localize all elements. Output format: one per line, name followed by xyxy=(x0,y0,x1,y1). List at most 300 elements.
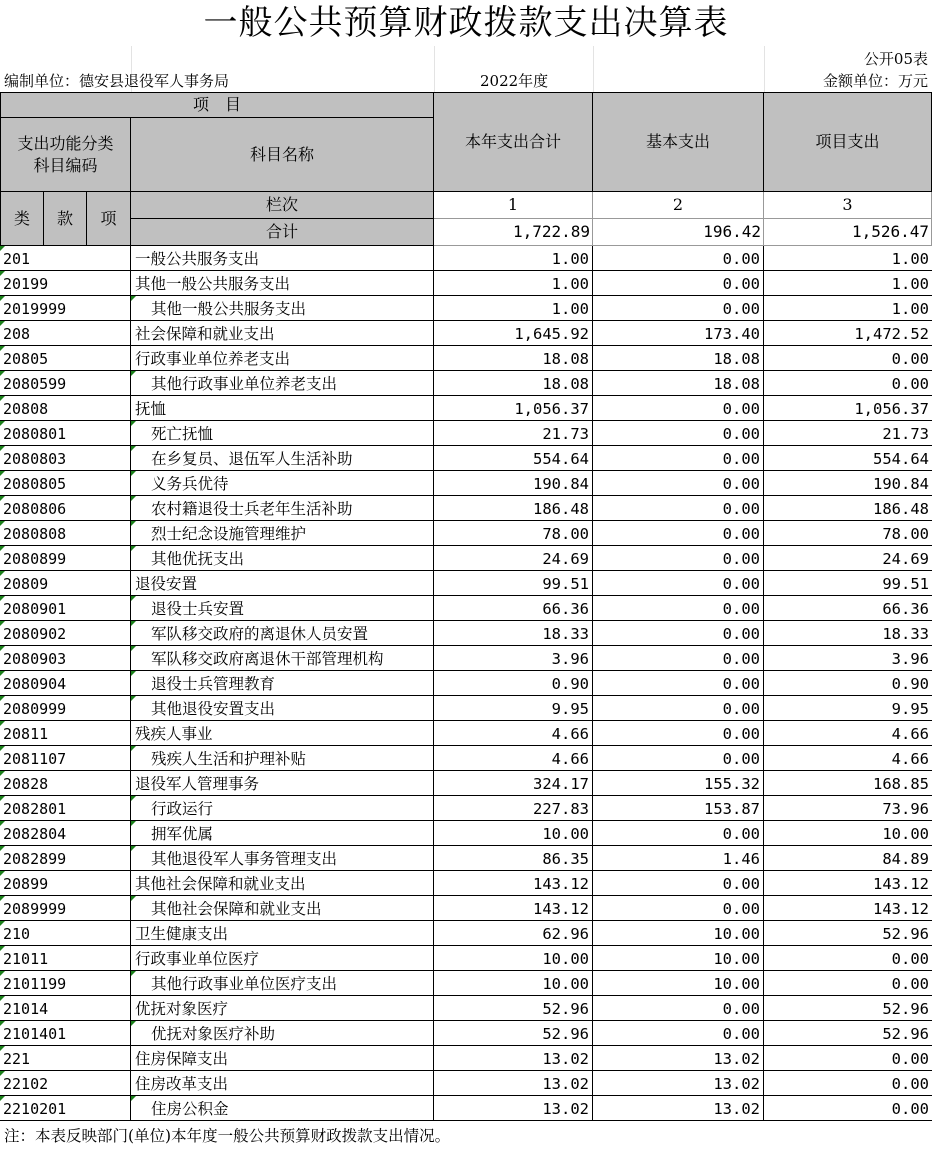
table-row xyxy=(0,546,932,571)
row-basic xyxy=(593,246,764,270)
row-basic-text: 0.00 xyxy=(722,300,760,318)
row-code xyxy=(0,1021,131,1045)
form-code: 公开05表 xyxy=(863,50,928,68)
row-code xyxy=(0,1046,131,1070)
row-code-text: 201 xyxy=(3,250,31,268)
cell-marker-icon xyxy=(0,846,5,851)
row-total-text: 62.96 xyxy=(542,925,589,943)
row-name xyxy=(131,771,434,795)
row-basic-text: 13.02 xyxy=(713,1075,760,1093)
row-total-text: 13.02 xyxy=(542,1075,589,1093)
row-project xyxy=(764,1071,932,1095)
row-name xyxy=(131,746,434,770)
row-project xyxy=(764,671,932,695)
cell-marker-icon xyxy=(131,621,136,626)
row-total-text: 143.12 xyxy=(533,900,589,918)
row-name xyxy=(131,271,434,295)
table-row xyxy=(0,846,932,871)
row-basic xyxy=(593,1021,764,1045)
row-total xyxy=(434,746,593,770)
cell-marker-icon xyxy=(131,596,136,601)
row-name-text: 农村籍退役士兵老年生活补助 xyxy=(151,500,353,518)
row-name xyxy=(131,846,434,870)
row-total xyxy=(434,996,593,1020)
row-total xyxy=(434,971,593,995)
row-code-text: 2082801 xyxy=(3,800,67,818)
row-total xyxy=(434,496,593,520)
row-basic xyxy=(593,396,764,420)
row-project xyxy=(764,421,932,445)
row-name-text: 退役士兵管理教育 xyxy=(151,675,276,693)
cell-marker-icon xyxy=(0,896,5,901)
cell-marker-icon xyxy=(0,1096,5,1101)
total-sum: 1,722.89 xyxy=(434,219,593,246)
row-total-text: 78.00 xyxy=(542,525,589,543)
header-func-code: 支出功能分类 科目编码 xyxy=(0,118,131,192)
row-total-text: 3.96 xyxy=(551,650,589,668)
row-total xyxy=(434,646,593,670)
row-name-text: 残疾人生活和护理补贴 xyxy=(151,750,307,768)
row-project-text: 1.00 xyxy=(891,300,929,318)
row-project xyxy=(764,946,932,970)
row-project-text: 143.12 xyxy=(873,875,929,893)
cell-marker-icon xyxy=(0,821,5,826)
row-total-text: 10.00 xyxy=(542,825,589,843)
row-project-text: 4.66 xyxy=(891,725,929,743)
row-name xyxy=(131,421,434,445)
table-row xyxy=(0,696,932,721)
row-code-text: 2210201 xyxy=(3,1100,67,1118)
cell-marker-icon xyxy=(131,1021,136,1026)
cell-marker-icon xyxy=(0,246,5,251)
row-project-text: 168.85 xyxy=(873,775,929,793)
row-code xyxy=(0,996,131,1020)
cell-marker-icon xyxy=(131,371,136,376)
row-project-text: 0.00 xyxy=(891,375,929,393)
row-basic-text: 0.00 xyxy=(722,550,760,568)
row-name xyxy=(131,871,434,895)
table-row xyxy=(0,746,932,771)
row-name-text: 死亡抚恤 xyxy=(151,425,214,443)
row-project xyxy=(764,696,932,720)
row-total xyxy=(434,396,593,420)
table-header xyxy=(0,92,932,246)
row-project-text: 190.84 xyxy=(873,475,929,493)
row-name xyxy=(131,471,434,495)
row-code-text: 2101401 xyxy=(3,1025,67,1043)
row-code xyxy=(0,271,131,295)
row-basic-text: 13.02 xyxy=(713,1100,760,1118)
row-total-text: 52.96 xyxy=(542,1000,589,1018)
row-code xyxy=(0,471,131,495)
row-project xyxy=(764,546,932,570)
cell-marker-icon xyxy=(0,471,5,476)
row-basic xyxy=(593,621,764,645)
row-name xyxy=(131,646,434,670)
row-project-text: 4.66 xyxy=(891,750,929,768)
row-code xyxy=(0,396,131,420)
row-name xyxy=(131,696,434,720)
row-total xyxy=(434,821,593,845)
row-code-text: 21011 xyxy=(3,950,49,968)
table-row xyxy=(0,446,932,471)
row-project xyxy=(764,1096,932,1120)
row-code xyxy=(0,371,131,395)
row-name xyxy=(131,921,434,945)
row-project xyxy=(764,446,932,470)
row-basic xyxy=(593,646,764,670)
table-row xyxy=(0,571,932,596)
row-basic xyxy=(593,846,764,870)
row-basic-text: 1.46 xyxy=(722,850,760,868)
row-total xyxy=(434,921,593,945)
cell-marker-icon xyxy=(131,546,136,551)
row-name-text: 行政事业单位养老支出 xyxy=(135,350,291,368)
table-row xyxy=(0,996,932,1021)
row-total-text: 554.64 xyxy=(533,450,589,468)
cell-marker-icon xyxy=(0,446,5,451)
table-row xyxy=(0,921,932,946)
table-row xyxy=(0,596,932,621)
cell-marker-icon xyxy=(131,971,136,976)
row-code-text: 20809 xyxy=(3,575,49,593)
row-name xyxy=(131,621,434,645)
row-project-text: 99.51 xyxy=(882,575,929,593)
header-heji: 合计 xyxy=(131,219,434,246)
row-basic-text: 0.00 xyxy=(722,275,760,293)
row-code-text: 2080599 xyxy=(3,375,67,393)
row-code-text: 2080901 xyxy=(3,600,67,618)
cell-marker-icon xyxy=(0,671,5,676)
row-code xyxy=(0,321,131,345)
row-project-text: 0.00 xyxy=(891,350,929,368)
row-name xyxy=(131,321,434,345)
row-basic-text: 0.00 xyxy=(722,725,760,743)
row-total-text: 13.02 xyxy=(542,1100,589,1118)
row-name xyxy=(131,596,434,620)
cell-marker-icon xyxy=(0,546,5,551)
row-code-text: 2080806 xyxy=(3,500,67,518)
row-project xyxy=(764,321,932,345)
row-basic-text: 173.40 xyxy=(704,325,760,343)
row-project xyxy=(764,496,932,520)
row-project xyxy=(764,396,932,420)
row-code xyxy=(0,546,131,570)
row-basic-text: 10.00 xyxy=(713,950,760,968)
row-total-text: 24.69 xyxy=(542,550,589,568)
cell-marker-icon xyxy=(0,346,5,351)
row-name-text: 其他一般公共服务支出 xyxy=(135,275,291,293)
row-code xyxy=(0,646,131,670)
cell-marker-icon xyxy=(0,971,5,976)
row-code xyxy=(0,796,131,820)
row-project xyxy=(764,246,932,270)
row-basic xyxy=(593,371,764,395)
row-basic-text: 0.00 xyxy=(722,575,760,593)
row-total xyxy=(434,896,593,920)
row-project-text: 0.00 xyxy=(891,950,929,968)
cell-marker-icon xyxy=(0,721,5,726)
row-code-text: 2081107 xyxy=(3,750,67,768)
cell-marker-icon xyxy=(0,946,5,951)
row-basic-text: 0.00 xyxy=(722,525,760,543)
row-basic-text: 0.00 xyxy=(722,700,760,718)
row-code xyxy=(0,921,131,945)
col-index-2: 2 xyxy=(593,192,764,219)
row-name-text: 其他退役安置支出 xyxy=(151,700,276,718)
row-code xyxy=(0,871,131,895)
row-project-text: 52.96 xyxy=(882,925,929,943)
row-name-text: 拥军优属 xyxy=(151,825,214,843)
row-name-text: 住房改革支出 xyxy=(135,1075,229,1093)
row-total xyxy=(434,371,593,395)
cell-marker-icon xyxy=(131,496,136,501)
row-total xyxy=(434,321,593,345)
row-basic xyxy=(593,546,764,570)
row-code-text: 2080803 xyxy=(3,450,67,468)
table-row xyxy=(0,1071,932,1096)
table-row xyxy=(0,771,932,796)
header-kuan: 款 xyxy=(44,192,87,246)
row-basic xyxy=(593,1046,764,1070)
table-body xyxy=(0,246,932,1121)
row-basic xyxy=(593,921,764,945)
row-basic-text: 0.00 xyxy=(722,250,760,268)
row-name-text: 行政事业单位医疗 xyxy=(135,950,260,968)
cell-marker-icon xyxy=(0,696,5,701)
row-project xyxy=(764,971,932,995)
row-project-text: 1.00 xyxy=(891,275,929,293)
fiscal-year: 2022年度 xyxy=(480,72,549,90)
cell-marker-icon xyxy=(131,521,136,526)
row-total xyxy=(434,246,593,270)
row-code-text: 2080899 xyxy=(3,550,67,568)
row-name-text: 其他社会保障和就业支出 xyxy=(135,875,306,893)
row-basic xyxy=(593,821,764,845)
table-row xyxy=(0,371,932,396)
row-basic-text: 153.87 xyxy=(704,800,760,818)
row-code-text: 21014 xyxy=(3,1000,49,1018)
row-total xyxy=(434,946,593,970)
row-total-text: 4.66 xyxy=(551,725,589,743)
row-project-text: 78.00 xyxy=(882,525,929,543)
row-total xyxy=(434,421,593,445)
cell-marker-icon xyxy=(0,646,5,651)
row-basic xyxy=(593,871,764,895)
row-total xyxy=(434,1096,593,1120)
row-project-text: 1,056.37 xyxy=(854,400,929,418)
cell-marker-icon xyxy=(0,1046,5,1051)
page-title: 一般公共预算财政拨款支出决算表 xyxy=(203,3,729,43)
row-name xyxy=(131,1021,434,1045)
row-total-text: 190.84 xyxy=(533,475,589,493)
row-name xyxy=(131,996,434,1020)
row-name-text: 烈士纪念设施管理维护 xyxy=(151,525,307,543)
row-total-text: 227.83 xyxy=(533,800,589,818)
row-total-text: 0.90 xyxy=(551,675,589,693)
row-name xyxy=(131,896,434,920)
row-code-text: 2080808 xyxy=(3,525,67,543)
row-name xyxy=(131,296,434,320)
row-project-text: 1.00 xyxy=(891,250,929,268)
row-code xyxy=(0,1096,131,1120)
row-basic-text: 0.00 xyxy=(722,500,760,518)
cell-marker-icon xyxy=(0,521,5,526)
row-project xyxy=(764,521,932,545)
row-project-text: 1,472.52 xyxy=(854,325,929,343)
cell-marker-icon xyxy=(0,496,5,501)
row-project-text: 73.96 xyxy=(882,800,929,818)
row-basic xyxy=(593,496,764,520)
row-project xyxy=(764,846,932,870)
cell-marker-icon xyxy=(0,421,5,426)
row-code xyxy=(0,671,131,695)
row-total xyxy=(434,1021,593,1045)
table-row xyxy=(0,246,932,271)
header-total: 本年支出合计 xyxy=(434,92,593,192)
row-code-text: 208 xyxy=(3,325,31,343)
cell-marker-icon xyxy=(131,421,136,426)
row-name xyxy=(131,1096,434,1120)
project-sum: 1,526.47 xyxy=(764,219,932,246)
cell-marker-icon xyxy=(0,296,5,301)
row-code xyxy=(0,846,131,870)
row-code xyxy=(0,896,131,920)
cell-marker-icon xyxy=(0,396,5,401)
row-code-text: 20808 xyxy=(3,400,49,418)
row-name-text: 一般公共服务支出 xyxy=(135,250,260,268)
table-row xyxy=(0,1021,932,1046)
row-name-text: 残疾人事业 xyxy=(135,725,213,743)
row-code xyxy=(0,1071,131,1095)
row-total-text: 10.00 xyxy=(542,975,589,993)
row-name-text: 其他优抚支出 xyxy=(151,550,245,568)
cell-marker-icon xyxy=(0,771,5,776)
table-row xyxy=(0,721,932,746)
row-total xyxy=(434,696,593,720)
table-row xyxy=(0,421,932,446)
row-code-text: 2080903 xyxy=(3,650,67,668)
header-project-expense: 项目支出 xyxy=(764,92,932,192)
row-basic-text: 0.00 xyxy=(722,1025,760,1043)
row-total xyxy=(434,846,593,870)
row-code xyxy=(0,621,131,645)
row-total-text: 9.95 xyxy=(551,700,589,718)
row-total xyxy=(434,721,593,745)
row-project-text: 9.95 xyxy=(891,700,929,718)
table-row xyxy=(0,346,932,371)
cell-marker-icon xyxy=(131,796,136,801)
row-project xyxy=(764,471,932,495)
row-basic xyxy=(593,896,764,920)
row-total xyxy=(434,271,593,295)
row-name-text: 优抚对象医疗 xyxy=(135,1000,229,1018)
row-code-text: 2080999 xyxy=(3,700,67,718)
row-code-text: 2080801 xyxy=(3,425,67,443)
cell-marker-icon xyxy=(0,996,5,1001)
table-row xyxy=(0,871,932,896)
row-code xyxy=(0,971,131,995)
row-basic-text: 155.32 xyxy=(704,775,760,793)
row-total xyxy=(434,471,593,495)
table-row xyxy=(0,671,932,696)
table-row xyxy=(0,646,932,671)
row-basic xyxy=(593,321,764,345)
row-project-text: 0.00 xyxy=(891,975,929,993)
row-project-text: 10.00 xyxy=(882,825,929,843)
cell-marker-icon xyxy=(0,746,5,751)
row-name xyxy=(131,396,434,420)
row-total-text: 18.33 xyxy=(542,625,589,643)
row-project xyxy=(764,746,932,770)
row-project xyxy=(764,871,932,895)
row-code-text: 2082804 xyxy=(3,825,67,843)
cell-marker-icon xyxy=(0,321,5,326)
row-code xyxy=(0,571,131,595)
row-project xyxy=(764,296,932,320)
footnote: 注：本表反映部门(单位)本年度一般公共预算财政拨款支出情况。 xyxy=(4,1127,451,1145)
row-project-text: 0.00 xyxy=(891,1075,929,1093)
row-basic-text: 0.00 xyxy=(722,825,760,843)
row-project xyxy=(764,1021,932,1045)
row-total xyxy=(434,621,593,645)
row-total-text: 18.08 xyxy=(542,350,589,368)
row-basic xyxy=(593,571,764,595)
row-code-text: 221 xyxy=(3,1050,31,1068)
row-name xyxy=(131,446,434,470)
row-project xyxy=(764,621,932,645)
row-basic xyxy=(593,946,764,970)
row-basic-text: 0.00 xyxy=(722,600,760,618)
row-total xyxy=(434,771,593,795)
row-name-text: 住房公积金 xyxy=(151,1100,229,1118)
row-name-text: 在乡复员、退伍军人生活补助 xyxy=(151,450,353,468)
row-code-text: 2080805 xyxy=(3,475,67,493)
row-basic-text: 0.00 xyxy=(722,400,760,418)
row-total-text: 66.36 xyxy=(542,600,589,618)
row-basic xyxy=(593,796,764,820)
row-basic xyxy=(593,721,764,745)
cell-marker-icon xyxy=(131,896,136,901)
row-code xyxy=(0,246,131,270)
row-project-text: 0.90 xyxy=(891,675,929,693)
table-row xyxy=(0,296,932,321)
row-project xyxy=(764,996,932,1020)
row-name xyxy=(131,571,434,595)
row-basic xyxy=(593,471,764,495)
row-project xyxy=(764,771,932,795)
row-code xyxy=(0,496,131,520)
row-basic-text: 0.00 xyxy=(722,675,760,693)
row-code-text: 2080902 xyxy=(3,625,67,643)
amount-unit: 金额单位：万元 xyxy=(822,72,928,90)
row-total-text: 10.00 xyxy=(542,950,589,968)
row-basic xyxy=(593,996,764,1020)
row-basic xyxy=(593,971,764,995)
header-lei: 类 xyxy=(0,192,44,246)
header-subject-name: 科目名称 xyxy=(131,118,434,192)
row-total xyxy=(434,796,593,820)
cell-marker-icon xyxy=(131,646,136,651)
row-project xyxy=(764,796,932,820)
row-project-text: 52.96 xyxy=(882,1000,929,1018)
row-total-text: 1,645.92 xyxy=(514,325,589,343)
row-name-text: 其他行政事业单位医疗支出 xyxy=(151,975,338,993)
row-project-text: 18.33 xyxy=(882,625,929,643)
row-name-text: 义务兵优待 xyxy=(151,475,229,493)
row-name xyxy=(131,721,434,745)
cell-marker-icon xyxy=(131,446,136,451)
